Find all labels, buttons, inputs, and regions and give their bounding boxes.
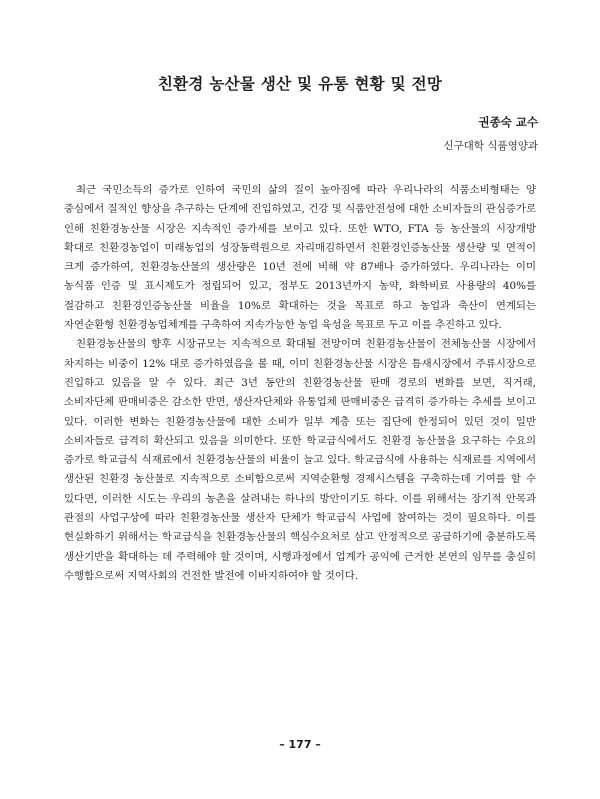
- page-number: – 177 –: [279, 738, 321, 751]
- page-title: 친환경 농산물 생산 및 유통 현황 및 전망: [157, 75, 443, 94]
- article-body: [64, 181, 536, 586]
- body-paragraph: 최근 국민소득의 증가로 인하여 국민의 삶의 질이 높아짐에 따라 우리나라의 식품소비형태는 양 중심에서 질적인 향상을 추구하는 단계에 진입하였고, 건강 및 식품안전성에 대한 소비자들의 관심증가로 인해 친환경농산물 시장은 지속적인 증가세를 보이고 있다. 또한 WTO, FTA 등 농산물의 시장개방 확대로 친환경농업이 미래농업의 성장동력원으로 자리매김하면서 친환경인증농산물 생산량 및 면적이 크게 증가하여, 친환경농산물의 생산량은 10년 전에 비해 약 87배나 증가하였다. 우리나라는 이미 농식품 인증 및 표시제도가 정립되어 있고, 정부도 2013년까지 농약, 화학비료 사용량의 40%를 절감하고 친환경인증농산물 비율을 10%로 확대하는 것을 목표로 하고 농업과 축산이 연계되는 자연순환형 친환경농업체계를 구축하여 지속가능한 농업 육성을 목표로 두고 이를 추진하고 있다.: [64, 184, 536, 332]
- body-paragraph: 친환경농산물의 향후 시장규모는 지속적으로 확대될 전망이며 친환경농산물이 전체농산물 시장에서 차지하는 비중이 12% 대로 증가하였음을 볼 때, 이미 친환경농산물 시장은 틈새시장에서 주류시장으로 진입하고 있음을 알 수 있다. 최근 3년 동안의 친환경농산물 판매 경로의 변화를 보면, 직거래, 소비자단체 판매비중은 감소한 반면, 생산자단체와 유통업체 판매비중은 급격히 증가하는 추세를 보이고 있다. 이러한 변화는 친환경농산물에 대한 소비가 일부 계층 또는 집단에 한정되어 있던 것이 일반 소비자들로 급격히 확산되고 있음을 의미한다. 또한 학교급식에서도 친환경 농산물을 요구하는 수요의 증가로 학교급식 식재료에서 친환경농산물의 비율이 늘고 있다. 학교급식에 사용하는 식재료를 지역에서 생산된 친환경 농산물로 지속적으로 소비함으로써 지역순환형 경제시스템을 구축하는데 기여를 할 수 있다면, 이러한 시도는 우리의 농촌을 살려내는 하나의 방안이기도 하다. 이를 위해서는 장기적 안목과 관점의 사업구상에 따라 친환경농산물 생산자 단체가 학교급식 사업에 참여하는 것이 필요하다. 이를 현실화하기 위해서는 학교급식을 친환경농산물의 핵심수요처로 삼고 안정적으로 공급하기에 충분하도록 생산기반을 확대하는 데 주력해야 할 것이며, 시행과정에서 업계가 공익에 근거한 본연의 임무를 충실히 수행함으로써 지역사회의 건전한 발전에 이바지하여야 할 것이다.: [64, 338, 536, 582]
- author-name: 권종숙 교수: [478, 115, 538, 129]
- author-affiliation: 신구대학 식품영양과: [443, 140, 538, 152]
